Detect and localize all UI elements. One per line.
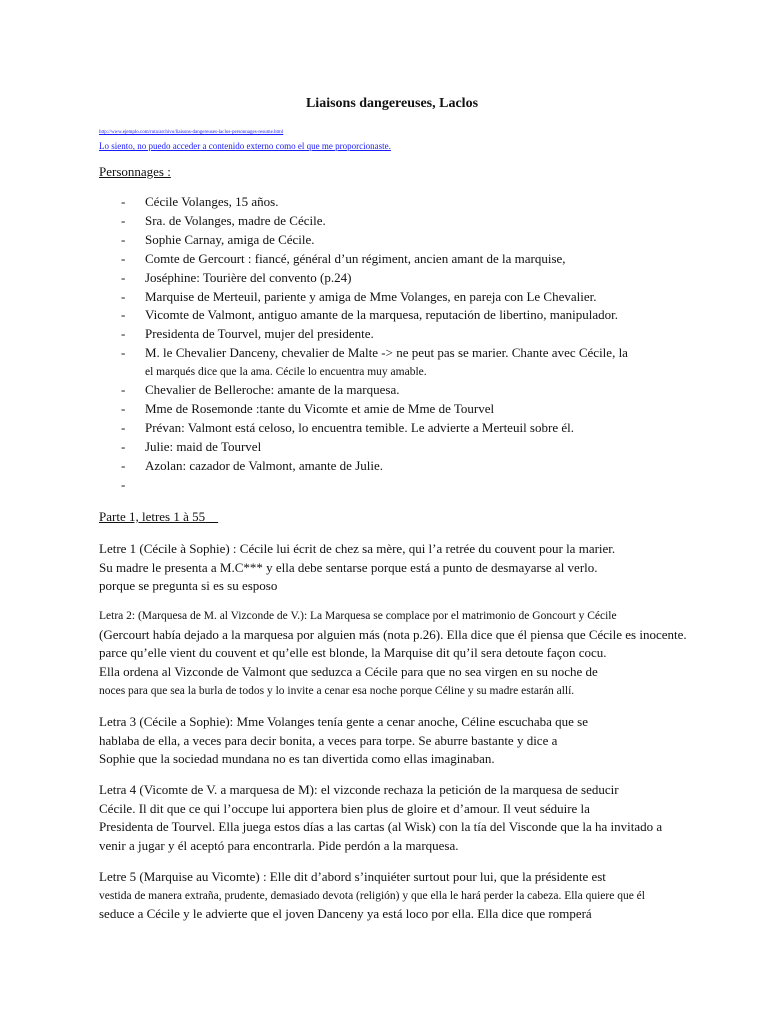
list-dash: -: [121, 250, 126, 266]
list-dash: -: [121, 231, 126, 247]
paragraph-line: vestida de manera extraña, prudente, demasiado devota (religión) y que ella le hará perder la cabeza. Ella quiere que él: [99, 889, 645, 902]
list-dash: -: [121, 457, 126, 473]
letter-paragraph: [99, 540, 739, 596]
paragraph-line: parce qu’elle vient du couvent et qu’elle est blonde, la Marquise dit qu’il sera detoute façon cocu.: [99, 645, 607, 661]
list-item: [99, 381, 719, 400]
source-url-link[interactable]: http://www.ejemplo.com/ruta/archivo/liaisons-dangereuses-laclos-personnages-resume.html: [99, 130, 284, 135]
list-dash: -: [121, 212, 126, 228]
character-text-line2: el marqués dice que la ama. Cécile lo encuentra muy amable.: [145, 366, 427, 379]
list-item: [99, 212, 719, 231]
letter-paragraph: [99, 781, 739, 856]
character-text: Marquise de Merteuil, pariente y amiga de Mme Volanges, en pareja con Le Chevalier.: [145, 288, 597, 304]
character-text: Mme de Rosemonde :tante du Vicomte et amie de Mme de Tourvel: [145, 401, 495, 417]
paragraph-line: Presidenta de Tourvel. Ella juega estos días a las cartas (al Wisk) con la tía del Visconde que la ha invitado a: [99, 819, 663, 835]
character-text: Comte de Gercourt : fiancé, général d’un régiment, ancien amant de la marquise,: [145, 250, 566, 266]
letter-paragraph: [99, 713, 739, 769]
letter-paragraph: [99, 868, 739, 924]
character-text: Cécile Volanges, 15 años.: [145, 194, 279, 209]
character-text-line1: M. le Chevalier Danceny, chevalier de Malte -> ne peut pas se marier. Chante avec Cécile, la: [145, 345, 628, 361]
character-text: Julie: maid de Tourvel: [145, 438, 262, 454]
paragraph-line: porque se pregunta si es su esposo: [99, 578, 278, 594]
character-text: Presidenta de Tourvel, mujer del presidente.: [145, 326, 374, 342]
list-item: [99, 250, 719, 269]
list-item: [99, 269, 719, 288]
source-links: [99, 130, 471, 154]
list-dash: -: [121, 269, 126, 285]
document-title: Liaisons dangereuses, Laclos: [305, 96, 479, 111]
list-item: [99, 438, 719, 457]
paragraph-line: hablaba de ella, a veces para decir bonita, a veces para torpe. Se aburre bastante y dice a: [99, 732, 558, 748]
list-dash: -: [121, 419, 126, 435]
character-text: Joséphine: Tourière del convento (p.24): [145, 269, 352, 285]
list-item: [99, 306, 719, 325]
source-note-link[interactable]: Lo siento, no puedo acceder a contenido externo como el que me proporcionaste.: [99, 141, 391, 151]
list-item: [99, 457, 719, 476]
letter-paragraph: [99, 607, 739, 701]
list-item: [99, 476, 719, 495]
paragraph-line: Letra 2: (Marquesa de M. al Vizconde de V.): La Marquesa se complace por el matrimonio de Goncourt y Cécile: [99, 610, 617, 622]
list-dash: -: [121, 401, 126, 417]
paragraph-line: Su madre le presenta a M.C*** y ella debe sentarse porque está a punto de desmayarse al verlo.: [99, 559, 598, 575]
paragraph-line: noces para que sea la burla de todos y lo invite a cenar esa noche porque Céline y su madre estarán allí.: [99, 684, 575, 697]
paragraph-line: (Gercourt había dejado a la marquesa por alguien más (nota p.26). Ella dice que él piensa que Cécile es inocente.: [99, 626, 687, 642]
character-list: [99, 193, 719, 495]
paragraph-line: Ella ordena al Vizconde de Valmont que seduzca a Cécile para que no sea virgen en su noche de: [99, 664, 598, 680]
part-heading-text: Parte 1, letres 1 à 55: [99, 509, 206, 524]
list-dash: -: [121, 345, 126, 361]
paragraph-line: seduce a Cécile y le advierte que el joven Danceny ya está loco por ella. Ella dice que romperá: [99, 906, 592, 922]
list-item: [99, 325, 719, 344]
list-dash: -: [121, 288, 126, 304]
paragraph-line: Letra 3 (Cécile a Sophie): Mme Volanges tenía gente a cenar anoche, Céline escuchaba que se: [99, 714, 588, 729]
list-dash: -: [121, 382, 126, 398]
paragraph-line: Letra 4 (Vicomte de V. a marquesa de M): el vizconde rechaza la petición de la marquesa de seducir: [99, 782, 619, 797]
paragraph-line: Sophie que la sociedad mundana no es tan divertida como ellas imaginaban.: [99, 751, 495, 767]
character-text: Azolan: cazador de Valmont, amante de Julie.: [145, 457, 384, 473]
list-item: [99, 400, 719, 419]
list-dash: -: [121, 476, 126, 492]
personnages-heading: Personnages :: [99, 164, 171, 179]
paragraph-line: Cécile. Il dit que ce qui l’occupe lui apportera bien plus de gloire et d’amour. Il veut séduire la: [99, 800, 590, 816]
list-item: [99, 193, 719, 212]
list-item: [99, 288, 719, 307]
paragraph-line: Letre 1 (Cécile à Sophie) : Cécile lui écrit de chez sa mère, qui l’a retrée du couvent pour la marier.: [99, 541, 616, 556]
character-text: Vicomte de Valmont, antiguo amante de la marquesa, reputación de libertino, manipulador.: [145, 307, 618, 323]
list-dash: -: [121, 194, 126, 209]
paragraph-line: Letre 5 (Marquise au Vicomte) : Elle dit d’abord s’inquiéter surtout pour lui, que la présidente est: [99, 869, 606, 884]
list-item: [99, 231, 719, 250]
list-dash: -: [121, 326, 126, 342]
paragraph-line: venir a jugar y él aceptó para encontrarla. Pide perdón a la marquesa.: [99, 838, 459, 854]
list-item: [99, 419, 719, 438]
list-item: [99, 344, 719, 381]
list-dash: -: [121, 438, 126, 454]
part-heading: [99, 509, 218, 525]
character-text: Prévan: Valmont está celoso, lo encuentra temible. Le advierte a Merteuil sobre él.: [145, 419, 574, 435]
character-text: Sophie Carnay, amiga de Cécile.: [145, 231, 315, 247]
character-text: Sra. de Volanges, madre de Cécile.: [145, 212, 326, 228]
character-text: [145, 344, 628, 381]
character-text: Chevalier de Belleroche: amante de la marquesa.: [145, 382, 400, 398]
list-dash: -: [121, 307, 126, 323]
